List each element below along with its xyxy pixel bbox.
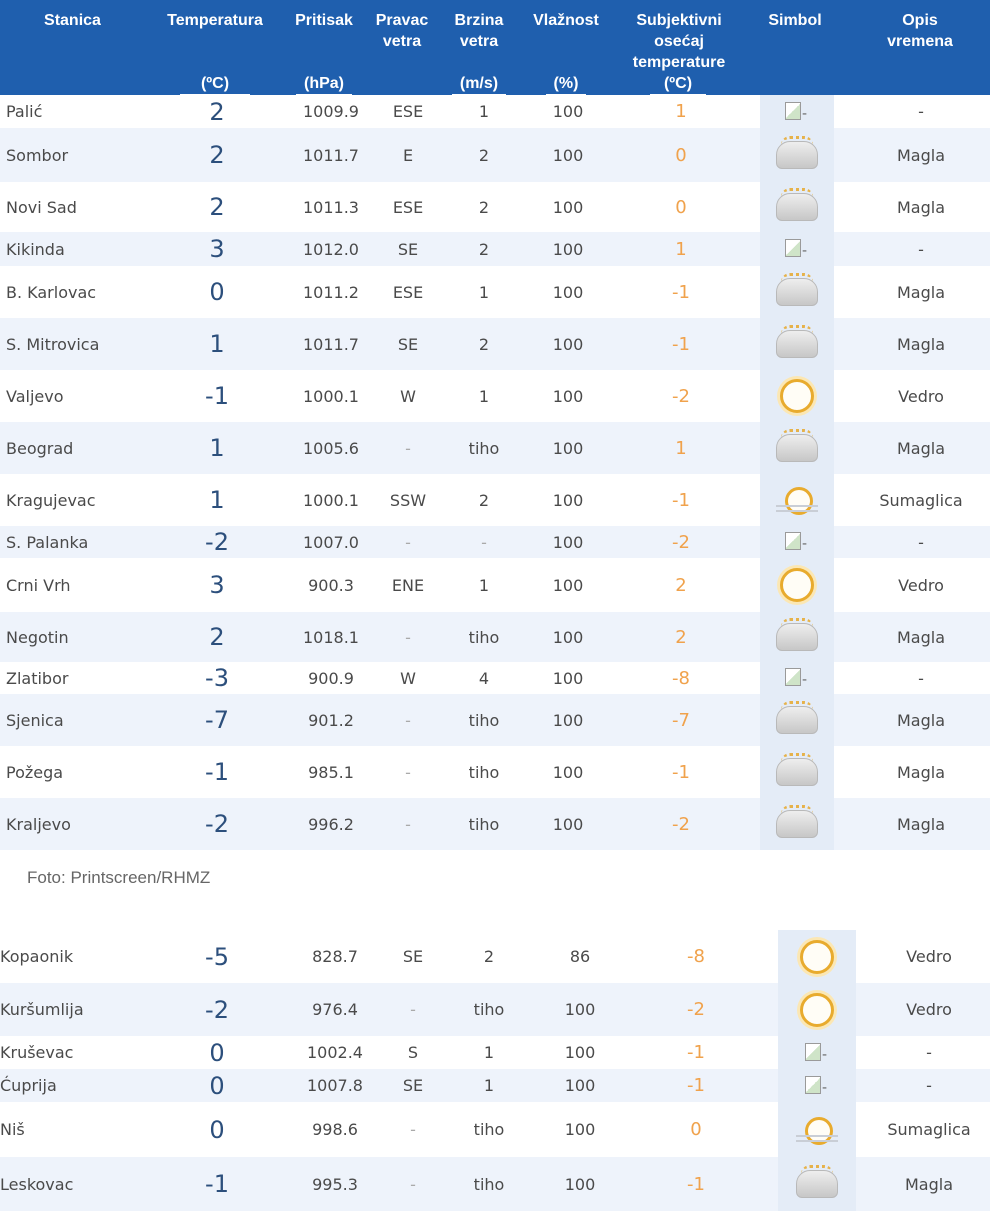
fog-icon xyxy=(776,706,818,734)
table-row xyxy=(0,232,990,266)
pressure-value: 996.2 xyxy=(308,814,354,834)
wind-speed-value: tiho xyxy=(468,627,500,647)
weather-symbol xyxy=(760,746,834,798)
sun-icon xyxy=(780,379,814,413)
weather-symbol xyxy=(760,95,834,128)
station-name: B. Karlovac xyxy=(6,282,97,302)
station-name: Zlatibor xyxy=(6,668,69,688)
feels-like-value: 1 xyxy=(675,437,687,459)
wind-direction-value: SSW xyxy=(389,490,427,510)
broken-image-icon: - xyxy=(805,1043,829,1063)
broken-image-icon: - xyxy=(785,239,809,259)
weather-description: - xyxy=(926,1043,932,1062)
station-name: Crni Vrh xyxy=(6,575,71,595)
wind-speed-value: tiho xyxy=(468,710,500,730)
wind-speed-value: 1 xyxy=(478,575,490,595)
header-temperature-unit: (ºC) xyxy=(180,74,250,95)
temperature-value: -5 xyxy=(205,942,229,971)
wind-direction-value: SE xyxy=(402,947,424,966)
station-name: Negotin xyxy=(6,627,69,647)
wind-direction-value: - xyxy=(405,532,411,552)
weather-description: Magla xyxy=(896,710,945,730)
header-feels-like-unit: (ºC) xyxy=(650,74,706,95)
temperature-value: -1 xyxy=(205,1170,229,1198)
wind-speed-value: 2 xyxy=(478,334,490,354)
wind-speed-value: - xyxy=(481,532,487,552)
wind-direction-value: ESE xyxy=(392,102,424,121)
weather-symbol xyxy=(760,474,834,526)
wind-direction-value: - xyxy=(405,627,411,647)
weather-symbol xyxy=(760,370,834,422)
humidity-value: 100 xyxy=(564,1043,596,1062)
header-symbol: Simbol xyxy=(768,12,822,29)
feels-like-value: -2 xyxy=(672,813,690,835)
weather-description: Magla xyxy=(896,197,945,217)
pressure-value: 995.3 xyxy=(312,1174,358,1194)
weather-symbol xyxy=(760,422,834,474)
station-name: Kragujevac xyxy=(6,490,96,510)
weather-symbol xyxy=(760,558,834,612)
humidity-value: 100 xyxy=(552,490,584,510)
temperature-value: 2 xyxy=(209,623,225,651)
feels-like-value: -7 xyxy=(672,709,690,731)
pressure-value: 1007.0 xyxy=(303,532,359,552)
broken-image-icon: - xyxy=(785,532,809,552)
wind-speed-value: 1 xyxy=(483,1076,495,1095)
pressure-value: 1018.1 xyxy=(303,627,359,647)
wind-speed-value: 1 xyxy=(478,282,490,302)
wind-direction-value: - xyxy=(410,1120,416,1139)
feels-like-value: 2 xyxy=(675,626,687,648)
wind-speed-value: 1 xyxy=(478,102,490,121)
header-pressure-unit: (hPa) xyxy=(296,74,352,95)
pressure-value: 1009.9 xyxy=(303,102,359,121)
wind-direction-value: W xyxy=(400,668,416,688)
pressure-value: 900.3 xyxy=(308,575,354,595)
humidity-value: 100 xyxy=(552,627,584,647)
humidity-value: 100 xyxy=(564,1174,596,1194)
wind-direction-value: ESE xyxy=(392,197,424,217)
weather-symbol xyxy=(760,182,834,232)
humidity-value: 100 xyxy=(552,762,584,782)
fog-icon xyxy=(776,278,818,306)
broken-image-icon: - xyxy=(785,102,809,122)
photo-caption: Foto: Printscreen/RHMZ xyxy=(27,868,211,887)
feels-like-value: 0 xyxy=(675,144,687,166)
wind-direction-value: - xyxy=(405,710,411,730)
humidity-value: 100 xyxy=(552,239,584,259)
table-row xyxy=(0,983,990,1036)
humidity-value: 100 xyxy=(552,710,584,730)
weather-symbol xyxy=(760,612,834,662)
weather-symbol xyxy=(778,1069,856,1102)
humidity-value: 100 xyxy=(552,575,584,595)
temperature-value: -1 xyxy=(205,758,229,786)
humidity-value: 100 xyxy=(552,145,584,165)
table-row xyxy=(0,474,990,526)
weather-description: Vedro xyxy=(898,575,944,595)
pressure-value: 976.4 xyxy=(312,1000,358,1019)
weather-symbol xyxy=(778,1157,856,1211)
wind-direction-value: ESE xyxy=(392,282,424,302)
mist-icon xyxy=(782,485,812,515)
station-name: Niš xyxy=(0,1120,25,1139)
weather-description: Vedro xyxy=(906,947,952,966)
wind-direction-value: SE xyxy=(397,334,419,354)
pressure-value: 985.1 xyxy=(308,762,354,782)
pressure-value: 1005.6 xyxy=(303,438,359,458)
wind-speed-value: tiho xyxy=(468,814,500,834)
temperature-value: 1 xyxy=(209,330,225,358)
pressure-value: 900.9 xyxy=(308,668,354,688)
fog-icon xyxy=(776,758,818,786)
header-wind-speed: Brzina vetra xyxy=(454,12,504,50)
table-row xyxy=(0,422,990,474)
feels-like-value: -1 xyxy=(687,1042,705,1063)
humidity-value: 100 xyxy=(552,282,584,302)
header-station: Stanica xyxy=(44,12,101,29)
pressure-value: 1011.2 xyxy=(303,282,359,302)
weather-description: - xyxy=(918,532,924,552)
wind-direction-value: - xyxy=(405,762,411,782)
wind-direction-value: - xyxy=(410,1000,416,1019)
table-row xyxy=(0,128,990,182)
weather-symbol xyxy=(760,266,834,318)
station-name: S. Palanka xyxy=(6,532,89,552)
humidity-value: 100 xyxy=(564,1120,596,1139)
feels-like-value: -1 xyxy=(687,1173,705,1195)
feels-like-value: -1 xyxy=(672,761,690,783)
weather-symbol xyxy=(778,1102,856,1157)
table-row xyxy=(0,1102,990,1157)
fog-icon xyxy=(776,330,818,358)
fog-icon xyxy=(796,1170,838,1198)
table-row xyxy=(0,526,990,558)
table-row xyxy=(0,1069,990,1102)
header-feels-like: Subjektivni osećaj temperature xyxy=(632,12,726,71)
weather-description: Magla xyxy=(896,282,945,302)
weather-symbol xyxy=(760,694,834,746)
temperature-value: -2 xyxy=(205,528,229,556)
pressure-value: 1011.3 xyxy=(303,197,359,217)
wind-speed-value: tiho xyxy=(473,1120,505,1139)
wind-direction-value: - xyxy=(405,438,411,458)
wind-speed-value: 2 xyxy=(478,197,490,217)
wind-direction-value: W xyxy=(400,386,416,406)
humidity-value: 100 xyxy=(552,334,584,354)
table-row xyxy=(0,694,990,746)
wind-direction-value: E xyxy=(402,145,414,165)
station-name: Kruševac xyxy=(0,1043,74,1062)
wind-direction-value: - xyxy=(405,814,411,834)
sun-icon xyxy=(780,568,814,602)
feels-like-value: -1 xyxy=(672,489,690,511)
weather-description: Magla xyxy=(896,438,945,458)
feels-like-value: 0 xyxy=(690,1119,702,1140)
header-humidity-unit: (%) xyxy=(546,74,586,95)
table-row xyxy=(0,746,990,798)
fog-icon xyxy=(776,193,818,221)
weather-description: - xyxy=(918,239,924,259)
pressure-value: 1012.0 xyxy=(303,239,359,259)
wind-speed-value: 4 xyxy=(478,668,490,688)
pressure-value: 1007.8 xyxy=(307,1076,363,1095)
pressure-value: 1011.7 xyxy=(303,145,359,165)
table-row xyxy=(0,1036,990,1069)
feels-like-value: 1 xyxy=(675,101,687,122)
fog-icon xyxy=(776,141,818,169)
station-name: Leskovac xyxy=(0,1174,74,1194)
station-name: Požega xyxy=(6,762,64,782)
sun-icon xyxy=(800,993,834,1027)
temperature-value: 0 xyxy=(209,1071,225,1100)
weather-symbol xyxy=(778,983,856,1036)
weather-description: Magla xyxy=(896,814,945,834)
wind-speed-value: tiho xyxy=(468,438,500,458)
table-row xyxy=(0,1157,990,1211)
humidity-value: 100 xyxy=(552,814,584,834)
weather-description: - xyxy=(918,102,924,121)
humidity-value: 100 xyxy=(564,1076,596,1095)
feels-like-value: -1 xyxy=(672,281,690,303)
mist-icon xyxy=(802,1115,832,1145)
table-header xyxy=(0,0,990,95)
wind-direction-value: SE xyxy=(402,1076,424,1095)
weather-symbol xyxy=(778,930,856,983)
station-name: Valjevo xyxy=(6,386,64,406)
station-name: Sjenica xyxy=(6,710,64,730)
wind-direction-value: SE xyxy=(397,239,419,259)
temperature-value: -3 xyxy=(205,664,229,692)
feels-like-value: -8 xyxy=(687,946,705,967)
sun-icon xyxy=(800,940,834,974)
wind-speed-value: 1 xyxy=(483,1043,495,1062)
temperature-value: -2 xyxy=(205,810,229,838)
humidity-value: 100 xyxy=(552,197,584,217)
station-name: Sombor xyxy=(6,145,69,165)
feels-like-value: -1 xyxy=(687,1075,705,1096)
temperature-value: 1 xyxy=(209,486,225,514)
feels-like-value: -1 xyxy=(672,333,690,355)
weather-description: Magla xyxy=(896,627,945,647)
weather-symbol xyxy=(760,318,834,370)
humidity-value: 100 xyxy=(552,102,584,121)
weather-description: Vedro xyxy=(898,386,944,406)
humidity-value: 86 xyxy=(569,947,591,966)
fog-icon xyxy=(776,434,818,462)
temperature-value: -1 xyxy=(205,382,229,410)
weather-description: Magla xyxy=(896,762,945,782)
pressure-value: 828.7 xyxy=(312,947,358,966)
wind-speed-value: 1 xyxy=(478,386,490,406)
temperature-value: 1 xyxy=(209,434,225,462)
station-name: Palić xyxy=(6,102,43,121)
humidity-value: 100 xyxy=(552,438,584,458)
temperature-value: 3 xyxy=(209,571,225,599)
temperature-value: 2 xyxy=(209,97,225,126)
temperature-value: 2 xyxy=(209,141,225,169)
header-description: Opis vremena xyxy=(887,12,953,50)
table-row xyxy=(0,558,990,612)
table-row xyxy=(0,370,990,422)
table-row xyxy=(0,662,990,694)
weather-description: - xyxy=(918,668,924,688)
station-name: Novi Sad xyxy=(6,197,77,217)
humidity-value: 100 xyxy=(552,532,584,552)
feels-like-value: -8 xyxy=(672,667,690,689)
wind-direction-value: - xyxy=(410,1174,416,1194)
feels-like-value: -2 xyxy=(687,999,705,1020)
station-name: S. Mitrovica xyxy=(6,334,100,354)
table-row xyxy=(0,318,990,370)
pressure-value: 901.2 xyxy=(308,710,354,730)
weather-description: - xyxy=(926,1076,932,1095)
feels-like-value: 2 xyxy=(675,574,687,596)
table-row xyxy=(0,266,990,318)
table-row xyxy=(0,930,990,983)
table-row xyxy=(0,95,990,128)
weather-description: Magla xyxy=(904,1174,953,1194)
temperature-value: 0 xyxy=(209,1115,225,1144)
feels-like-value: -2 xyxy=(672,385,690,407)
fog-icon xyxy=(776,810,818,838)
broken-image-icon: - xyxy=(785,668,809,688)
table-row xyxy=(0,798,990,850)
temperature-value: 0 xyxy=(209,278,225,306)
wind-speed-value: 2 xyxy=(483,947,495,966)
feels-like-value: 1 xyxy=(675,238,687,260)
station-name: Kraljevo xyxy=(6,814,71,834)
weather-symbol xyxy=(760,798,834,850)
pressure-value: 1002.4 xyxy=(307,1043,363,1062)
wind-speed-value: tiho xyxy=(468,762,500,782)
station-name: Kikinda xyxy=(6,239,65,259)
wind-speed-value: tiho xyxy=(473,1174,505,1194)
wind-speed-value: 2 xyxy=(478,145,490,165)
humidity-value: 100 xyxy=(552,668,584,688)
table-row xyxy=(0,612,990,662)
wind-direction-value: S xyxy=(407,1043,419,1062)
weather-symbol xyxy=(760,128,834,182)
weather-description: Magla xyxy=(896,145,945,165)
broken-image-icon: - xyxy=(805,1076,829,1096)
weather-symbol xyxy=(760,232,834,266)
feels-like-value: 0 xyxy=(675,196,687,218)
weather-description: Sumaglica xyxy=(887,1120,971,1139)
wind-direction-value: ENE xyxy=(391,575,425,595)
humidity-value: 100 xyxy=(564,1000,596,1019)
pressure-value: 998.6 xyxy=(312,1120,358,1139)
weather-description: Magla xyxy=(896,334,945,354)
wind-speed-value: 2 xyxy=(478,239,490,259)
weather-symbol xyxy=(778,1036,856,1069)
fog-icon xyxy=(776,623,818,651)
weather-symbol xyxy=(760,662,834,694)
header-temperature: Temperatura xyxy=(167,12,263,29)
header-wind-speed-unit: (m/s) xyxy=(452,74,506,95)
weather-description: Vedro xyxy=(906,1000,952,1019)
weather-symbol xyxy=(760,526,834,558)
pressure-value: 1000.1 xyxy=(303,386,359,406)
pressure-value: 1000.1 xyxy=(303,490,359,510)
pressure-value: 1011.7 xyxy=(303,334,359,354)
temperature-value: 0 xyxy=(209,1038,225,1067)
header-pressure: Pritisak xyxy=(295,12,353,29)
humidity-value: 100 xyxy=(552,386,584,406)
temperature-value: -7 xyxy=(205,706,229,734)
station-name: Kopaonik xyxy=(0,947,74,966)
weather-description: Sumaglica xyxy=(879,490,963,510)
station-name: Kuršumlija xyxy=(0,1000,84,1019)
wind-speed-value: 2 xyxy=(478,490,490,510)
header-wind-direction: Pravac vetra xyxy=(375,12,429,50)
temperature-value: 2 xyxy=(209,193,225,221)
table-row xyxy=(0,182,990,232)
feels-like-value: -2 xyxy=(672,531,690,553)
wind-speed-value: tiho xyxy=(473,1000,505,1019)
station-name: Ćuprija xyxy=(0,1076,57,1095)
header-humidity: Vlažnost xyxy=(533,12,599,29)
temperature-value: 3 xyxy=(209,235,225,263)
temperature-value: -2 xyxy=(205,995,229,1024)
station-name: Beograd xyxy=(6,438,74,458)
